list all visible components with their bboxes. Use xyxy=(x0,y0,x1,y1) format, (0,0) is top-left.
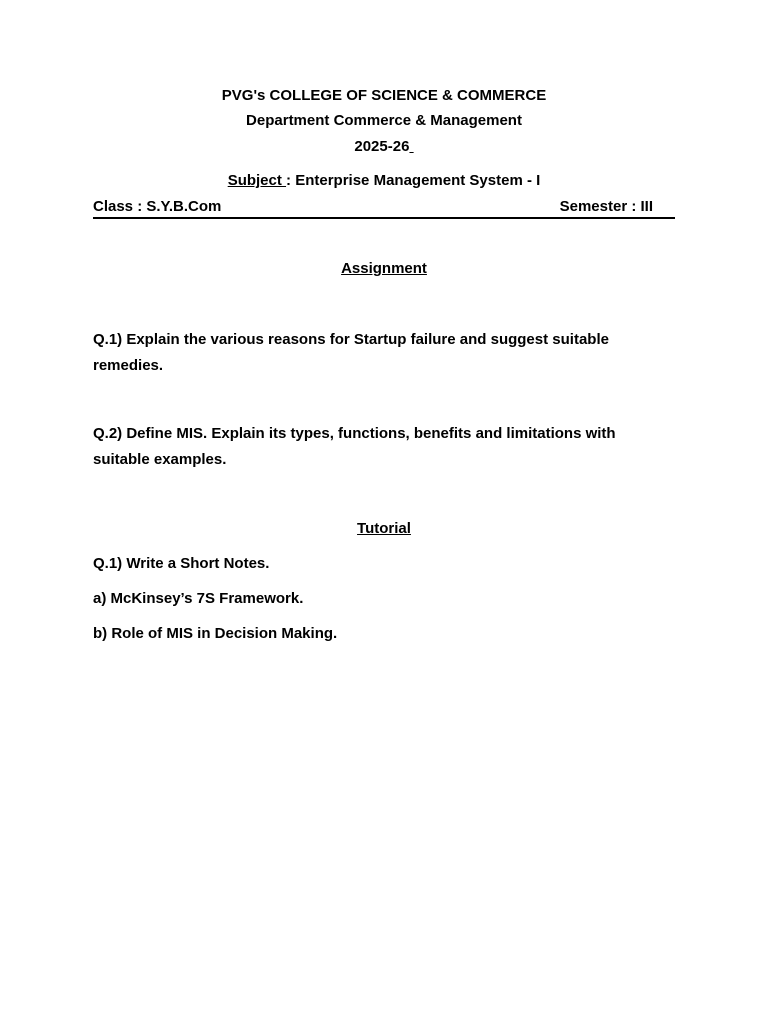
tutorial-item-a: a) McKinsey’s 7S Framework. xyxy=(93,590,304,607)
tutorial-heading: Tutorial xyxy=(357,520,411,537)
academic-year-underline xyxy=(409,138,413,155)
class-label: Class : S.Y.B.Com xyxy=(93,198,222,215)
assignment-heading: Assignment xyxy=(341,260,427,277)
subject-label: Subject xyxy=(227,172,287,189)
class-semester-row xyxy=(93,198,675,219)
semester-label: Semester : III xyxy=(559,198,653,215)
academic-year-value: 2025-26 xyxy=(354,138,410,155)
subject-line xyxy=(93,172,675,190)
tutorial-item-b: b) Role of MIS in Decision Making. xyxy=(93,625,338,642)
college-name: PVG's COLLEGE OF SCIENCE & COMMERCE xyxy=(221,87,547,104)
academic-year xyxy=(93,138,675,156)
subject-value: : Enterprise Management System - I xyxy=(286,172,541,189)
tutorial-question: Q.1) Write a Short Notes. xyxy=(93,555,270,572)
department-name: Department Commerce & Management xyxy=(246,112,522,129)
assignment-question-1: Q.1) Explain the various reasons for Startup failure and suggest suitable remedies. xyxy=(93,331,609,374)
assignment-question-2: Q.2) Define MIS. Explain its types, functions, benefits and limitations with suitable examples. xyxy=(93,425,616,468)
